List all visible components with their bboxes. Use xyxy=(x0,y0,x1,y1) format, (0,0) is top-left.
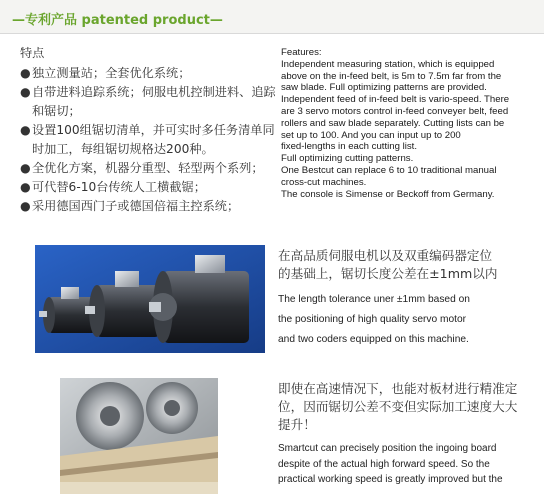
features-en xyxy=(281,47,543,200)
speed-text-cn xyxy=(278,380,540,434)
header-divider xyxy=(0,33,544,34)
servo-cn-line: 的基础上，锯切长度公差在±1mm以内 xyxy=(278,266,498,281)
feature-cn-line: 可代替6-10台传统人工横截锯； xyxy=(32,180,206,194)
bullet-icon: ● xyxy=(20,66,31,80)
servo-text-en xyxy=(278,290,540,350)
feature-cn-item xyxy=(20,121,278,159)
servo-en-line: the positioning of high quality servo motor xyxy=(278,314,467,325)
feature-cn-item xyxy=(20,83,278,121)
servo-en-line: and two coders equipped on this machine. xyxy=(278,334,469,345)
speed-en-line: despite of the actual high forward speed. So the xyxy=(278,458,490,470)
speed-cn-line: 位，因而锯切公差不变但实际加工速度大大 xyxy=(278,399,518,414)
speed-cn-line: 提升！ xyxy=(278,417,316,432)
speed-cn-line: 即使在高速情况下，也能对板材进行精准定 xyxy=(278,381,518,396)
feature-cn-line: 全优化方案，机器分重型、轻型两个系列； xyxy=(32,161,264,175)
feature-cn-item xyxy=(20,159,278,178)
feature-cn-line: 采用德国西门子或德国倍福主控系统； xyxy=(32,199,240,213)
saw-rollers-image xyxy=(60,378,218,494)
feature-en-line: Full optimizing cutting patterns. xyxy=(281,153,414,165)
feature-cn-item xyxy=(20,178,278,197)
servo-motors-image xyxy=(35,245,265,353)
features-cn xyxy=(20,44,278,216)
features-cn-list xyxy=(20,64,278,216)
servo-en-line: The length tolerance uner ±1mm based on xyxy=(278,294,470,305)
feature-cn-item xyxy=(20,64,278,83)
feature-en-line: are 3 servo motors control in-feed conveyer belt, feed xyxy=(281,105,509,117)
feature-cn-item xyxy=(20,197,278,216)
bullet-icon: ● xyxy=(20,161,31,175)
page-title: —专利产品 patented product— xyxy=(12,13,223,28)
speed-en-line: practical working speed is greatly improved but the xyxy=(278,474,503,485)
feature-en-line: The console is Simense or Beckoff from Germany. xyxy=(281,188,495,200)
feature-en-line: cross-cut machines. xyxy=(281,176,367,188)
servo-cn-line: 在高品质伺服电机以及双重编码器定位 xyxy=(278,248,493,263)
bullet-icon: ● xyxy=(20,123,31,137)
bullet-icon: ● xyxy=(20,199,31,213)
feature-en-line: rollers and saw blade separately. Cutting lists can be xyxy=(281,117,505,129)
features-cn-heading: 特点 xyxy=(20,46,45,60)
speed-en-line: Smartcut can precisely position the ingoing board xyxy=(278,443,497,454)
feature-cn-line: 独立测量站；全套优化系统； xyxy=(32,66,191,80)
feature-en-line: set up to 100. And you can input up to 200 xyxy=(281,129,461,141)
feature-cn-line: 和锯切； xyxy=(32,104,81,118)
feature-cn-line: 时加工，每组锯切规格达200种。 xyxy=(32,142,214,156)
feature-en-line: fixed-lengths in each cutting list. xyxy=(281,141,417,153)
feature-en-line: saw blade. Full optimizing patterns are provided. xyxy=(281,82,487,94)
bullet-icon: ● xyxy=(20,85,31,99)
feature-en-line: above on the in-feed belt, is 5m to 7.5m far from the xyxy=(281,70,502,82)
feature-cn-line: 设置100组锯切清单，并可实时多任务清单同 xyxy=(32,123,275,137)
feature-en-line: Independent feed of in-feed belt is vario-speed. There xyxy=(281,94,510,106)
bullet-icon: ● xyxy=(20,180,31,194)
feature-en-line: Independent measuring station, which is equipped xyxy=(281,58,495,70)
feature-en-line: Features: xyxy=(281,47,322,58)
servo-text-cn xyxy=(278,247,540,283)
speed-text-en xyxy=(278,441,540,488)
feature-cn-line: 自带进料追踪系统；伺服电机控制进料、追踪 xyxy=(32,85,276,99)
feature-en-line: One Bestcut can replace 6 to 10 traditional manual xyxy=(281,164,497,176)
